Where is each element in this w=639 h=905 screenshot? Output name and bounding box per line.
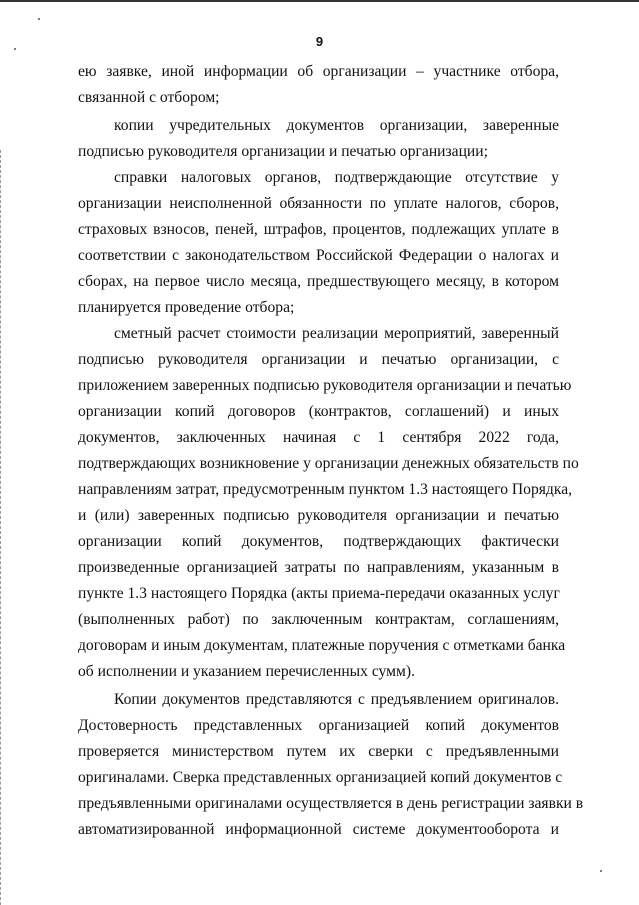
text-line: оригиналами. Сверка представленных организацией копий документов с [78, 769, 563, 786]
text-line: подписью руководителя организации и печатью организации, с [78, 351, 559, 368]
scan-top-border [0, 0, 639, 2]
text-line: произведенные организацией затраты по направлениям, указанным в [78, 559, 559, 576]
text-line: планируется проведение отбора; [78, 299, 295, 316]
text-line: проверяется министерством путем их сверки с предъявленными [78, 743, 559, 760]
text-line: (выполненных работ) по заключенным контрактам, соглашениям, [78, 611, 559, 628]
scan-speck [600, 870, 602, 872]
text-line: связанной с отбором; [78, 89, 220, 106]
page-number: 9 [315, 34, 324, 49]
text-line: страховых взносов, пеней, штрафов, процентов, подлежащих уплате в [78, 221, 559, 238]
text-line: направлениям затрат, предусмотренным пунктом 1.3 настоящего Порядка, [78, 481, 573, 498]
scan-left-edge [0, 150, 2, 905]
scan-speck [38, 18, 40, 20]
text-line: копии учредительных документов организации, заверенные [114, 117, 559, 134]
text-line: автоматизированной информационной системе документооборота и [78, 821, 559, 838]
text-line: об исполнении и указанием перечисленных сумм). [78, 663, 415, 680]
text-line: организации копий договоров (контрактов, соглашений) и иных [78, 403, 559, 420]
text-line: справки налоговых органов, подтверждающие отсутствие у [114, 169, 559, 186]
text-line: соответствии с законодательством Российской Федерации о налогах и [78, 247, 559, 264]
text-line: Достоверность представленных организацией копий документов [78, 717, 559, 734]
text-line: приложением заверенных подписью руководителя организации и печатью [78, 377, 572, 394]
text-line: подписью руководителя организации и печатью организации; [78, 143, 488, 160]
text-line: подтверждающих возникновение у организации денежных обязательств по [78, 455, 579, 472]
text-line: и (или) заверенных подписью руководителя организации и печатью [78, 507, 559, 524]
text-line: организации копий документов, подтверждающих фактически [78, 533, 559, 550]
text-line: Копии документов представляются с предъявлением оригиналов. [114, 691, 559, 708]
text-line: сметный расчет стоимости реализации мероприятий, заверенный [114, 325, 559, 342]
text-line: пункте 1.3 настоящего Порядка (акты приема-передачи оказанных услуг [78, 585, 560, 602]
text-line: организации неисполненной обязанности по уплате налогов, сборов, [78, 195, 559, 212]
text-line: договорам и иным документам, платежные поручения с отметками банка [78, 637, 566, 654]
text-line: предъявленными оригиналами осуществляется в день регистрации заявки в [78, 795, 584, 812]
text-line: сборах, на первое число месяца, предшествующего месяцу, в котором [78, 273, 559, 290]
text-line: ею заявке, иной информации об организации – участнике отбора, [78, 63, 559, 80]
text-line: документов, заключенных начиная с 1 сентября 2022 года, [78, 429, 559, 446]
